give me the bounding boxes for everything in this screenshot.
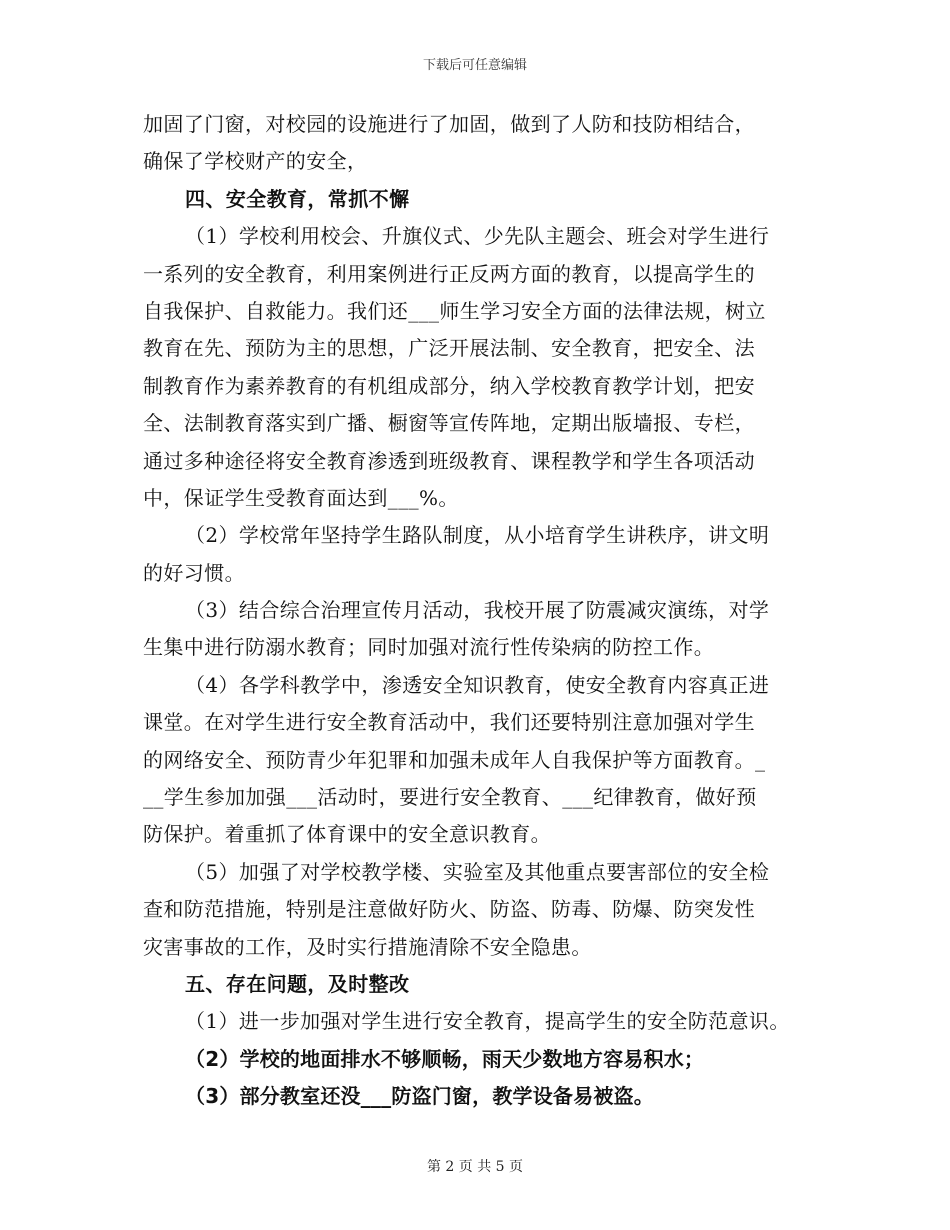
body-line: 中，保证学生受教育面达到___%。 (143, 485, 459, 510)
body-line: 查和防范措施，特别是注意做好防火、防盗、防毒、防爆、防突发性 (143, 897, 755, 922)
bold-line: （3）部分教室还没___防盗门窗，教学设备易被盗。 (185, 1084, 654, 1109)
body-line: 全、法制教育落实到广播、橱窗等宣传阵地，定期出版墙报、专栏， (143, 411, 755, 436)
document-body (143, 106, 833, 1116)
body-line: 的网络安全、预防青少年犯罪和加强未成年人自我保护等方面教育。_ (143, 747, 766, 772)
body-line: 的好习惯。 (143, 560, 245, 585)
body-line: 防保护。着重抓了体育课中的安全意识教育。 (143, 822, 551, 847)
body-line: 一系列的安全教育，利用案例进行正反两方面的教育，以提高学生的 (143, 261, 755, 286)
body-line: 灾害事故的工作，及时实行措施清除不安全隐患。 (143, 934, 592, 959)
body-line: 通过多种途径将安全教育渗透到班级教育、课程教学和学生各项活动 (143, 448, 755, 473)
body-line: （3）结合综合治理宣传月活动，我校开展了防震减灾演练，对学 (185, 598, 770, 623)
section-heading-4: 四、安全教育，常抓不懈 (185, 186, 410, 211)
body-line: 确保了学校财产的安全， (143, 149, 368, 174)
page-header: 下载后可任意编辑 (422, 58, 527, 73)
body-line: （1）学校利用校会、升旗仪式、少先队主题会、班会对学生进行 (185, 224, 770, 249)
body-line: （2）学校常年坚持学生路队制度，从小培育学生讲秩序，讲文明 (185, 523, 770, 548)
body-line: 制教育作为素养教育的有机组成部分，纳入学校教育教学计划，把安 (143, 373, 755, 398)
body-line: 生集中进行防溺水教育；同时加强对流行性传染病的防控工作。 (143, 635, 715, 660)
body-line: __学生参加加强___活动时，要进行安全教育、___纪律教育，做好预 (143, 785, 757, 810)
body-line: 自我保护、自救能力。我们还___师生学习安全方面的法律法规，树立 (143, 298, 766, 323)
body-line: 课堂。在对学生进行安全教育活动中，我们还要特别注意加强对学生 (143, 710, 755, 735)
page-footer: 第 2 页 共 5 页 (426, 1159, 524, 1175)
body-line: （4）各学科教学中，渗透安全知识教育，使安全教育内容真正进 (185, 672, 770, 697)
body-line: 加固了门窗，对校园的设施进行了加固，做到了人防和技防相结合， (143, 112, 755, 136)
body-line: 教育在先、预防为主的思想，广泛开展法制、安全教育，把安全、法 (143, 336, 755, 361)
body-line: （1）进一步加强对学生进行安全教育，提高学生的安全防范意识。 (185, 1009, 790, 1034)
bold-line: （2）学校的地面排水不够顺畅，雨天少数地方容易积水； (185, 1046, 705, 1071)
section-heading-5: 五、存在问题，及时整改 (185, 971, 410, 996)
body-line: （5）加强了对学校教学楼、实验室及其他重点要害部位的安全检 (185, 859, 770, 884)
